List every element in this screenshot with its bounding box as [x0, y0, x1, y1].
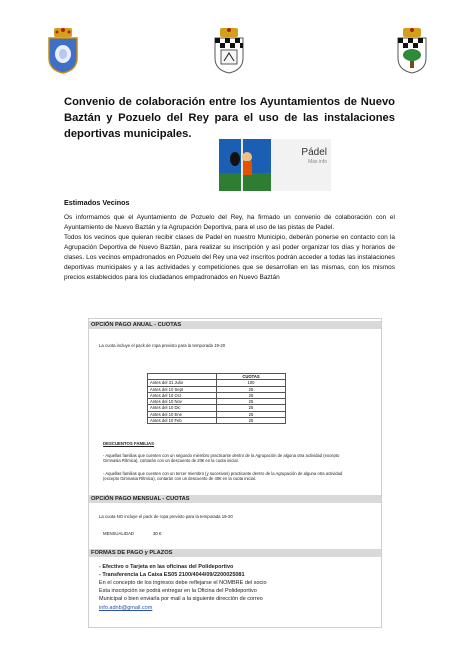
coat-of-arms-left — [46, 26, 80, 74]
forma-line: Esta inscripción se podrá entregar en la Oficina del Polideportivo — [99, 588, 257, 594]
table-cell: Antes del 31 Julio — [148, 380, 217, 386]
formas-header: FORMAS DE PAGO y PLAZOS — [89, 549, 381, 557]
padel-banner[interactable] — [219, 139, 331, 191]
paragraph: Todos los vecinos que quieran recibir clases de Padel en nuestro Municipio, deberán ponerse en contacto con la Agrupación Deportiva de Nuevo Baztán, para realizar su inscripción y así poder organizar los días y horarios de clases. Los vecinos empadronados en Pozuelo del Rey una vez inscritos podrán acceder a todas las instalaciones deportivas municipales y a las actividades y competiciones que se desarrollan en las mismas, con los mismos precios establecidos para los ciudadanos empadronados en Nuevo Baztán — [64, 234, 395, 281]
table-cell: 25 — [217, 386, 286, 392]
padel-banner-more[interactable]: Más info — [308, 159, 327, 165]
table-header-cell: CUOTAS — [217, 374, 286, 380]
greeting: Estimados Vecinos — [64, 198, 130, 207]
padel-banner-side — [271, 139, 331, 191]
mensual-note: La cuota NO incluye el pack de ropa previsto para la temporada 19-20 — [99, 514, 233, 519]
descuento-text: - Aquellas familias que cuenten con un tercer miembro (y sucesivos) practicante dentro de la Agrupación de alguna otra actividad (excepto Gimnasia Rítmica), contarán con un descuento de 40€ en la cuota inicial. — [103, 471, 343, 482]
table-cell: Antes del 10 Dic — [148, 405, 217, 411]
descuentos-title: DESCUENTOS FAMILIAS — [103, 441, 155, 446]
table-cell: Antes del 10 Nov — [148, 399, 217, 405]
table-cell: 25 — [217, 399, 286, 405]
coat-of-arms-right — [395, 26, 429, 74]
registration-panel — [88, 318, 382, 628]
forma-line: Municipal o bien enviarla por mail a la siguiente dirección de correo — [99, 596, 263, 602]
mensual-header: OPCIÓN PAGO MENSUAL - CUOTAS — [89, 495, 381, 503]
body-text — [64, 213, 395, 283]
table-cell: 25 — [217, 405, 286, 411]
padel-photo — [219, 139, 271, 191]
coat-of-arms-center — [212, 26, 246, 74]
anual-header: OPCIÓN PAGO ANUAL - CUOTAS — [89, 321, 381, 329]
paragraph: Os informamos que el Ayuntamiento de Pozuelo del Rey, ha firmado un convenio de colaboración con el Ayuntamiento de Nuevo Baztán y la Agrupación Deportiva, para el uso de las pistas de Padel. — [64, 214, 395, 231]
padel-banner-title: Pádel — [301, 147, 327, 158]
email-link[interactable]: info.adnb@gmail.com — [99, 605, 153, 611]
forma-line: - Efectivo o Tarjeta en las oficinas del Polideportivo — [99, 564, 234, 570]
table-cell: 25 — [217, 392, 286, 398]
table-cell: Antes del 10 Ene — [148, 411, 217, 417]
forma-line: - Transferencia La Caixa ES05 2100/4044/09/2200025081 — [99, 572, 245, 578]
forma-line: En el concepto de los ingresos debe reflejarse el NOMBRE del socio — [99, 580, 267, 586]
mensualidad-value: 30 € — [153, 531, 162, 536]
table-cell: 100 — [217, 380, 286, 386]
table-cell: 25 — [217, 411, 286, 417]
table-row — [148, 418, 286, 424]
descuento-text: - Aquellas familias que cuenten con un segundo miembro practicante dentro de la Agrupación de alguna otra actividad (excepto Gimnasia Rítmica), contarán con un descuento de 20€ en la cuota inicial. — [103, 453, 340, 464]
anual-note: La cuota incluye el pack de ropa previsto para la temporada 19-20 — [99, 343, 226, 348]
table-cell: Antes del 10 Sept — [148, 386, 217, 392]
cuotas-table — [147, 373, 286, 424]
table-cell: Antes del 10 Feb — [148, 418, 217, 424]
page-title: Convenio de colaboración entre los Ayuntamientos de Nuevo Baztán y Pozuelo del Rey para el uso de las instalaciones deportivas municipales. — [64, 96, 395, 140]
mensualidad-label: MENSUALIDAD — [103, 531, 135, 536]
table-cell: 25 — [217, 418, 286, 424]
table-cell: Antes del 10 Oct — [148, 392, 217, 398]
